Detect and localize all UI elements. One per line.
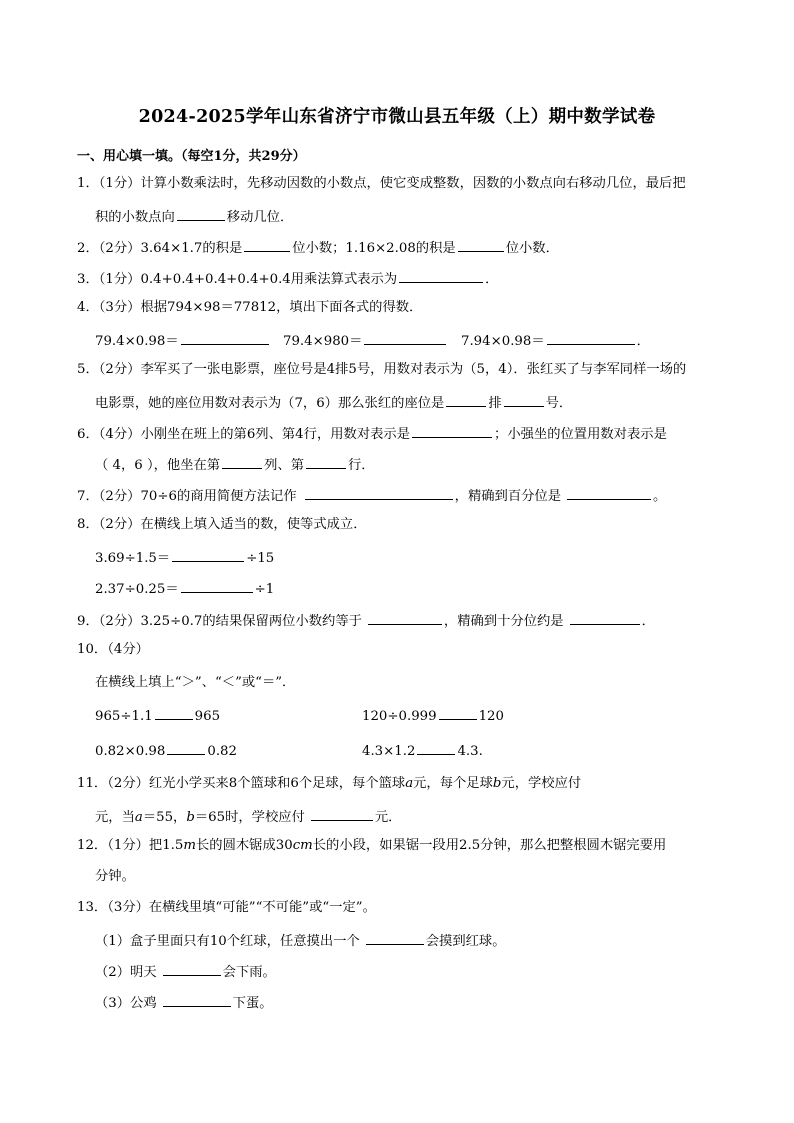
q10-d1-left: 0.82×0.98 bbox=[95, 744, 166, 759]
question-5-line-1: 5．（2分）李军买了一张电影票，座位号是4排5号，用数对表示为（5，4）．张红买了与李军同样一场的 bbox=[77, 362, 687, 377]
q11-text-b5: ＝65时，学校应付 bbox=[194, 810, 305, 825]
question-12-line-1 bbox=[77, 838, 666, 854]
q11-text-b: 元，当 bbox=[95, 810, 135, 825]
q10-d2-right: 4.3. bbox=[457, 744, 483, 759]
q2-text-c: 位小数． bbox=[505, 241, 559, 256]
q2-text-b: 位小数；1.16×2.08的积是 bbox=[292, 241, 456, 256]
q10-compare-1 bbox=[95, 706, 220, 725]
q10-compare-3 bbox=[95, 741, 237, 760]
q13-sub-3 bbox=[95, 993, 273, 1012]
question-6-line-2 bbox=[95, 455, 375, 474]
q4-expr-3-text: 7.94×0.98＝ bbox=[461, 334, 545, 349]
q10-instruction: 在横线上填上“＞”、“＜”或“＝”． bbox=[95, 675, 296, 690]
answer-blank[interactable] bbox=[412, 424, 492, 438]
q12-unit-cm: cm bbox=[292, 838, 313, 853]
q3-text-a: 3．（1分）0.4+0.4+0.4+0.4+0.4用乘法算式表示为 bbox=[77, 272, 398, 287]
q4-expr-3 bbox=[461, 331, 650, 350]
answer-blank[interactable] bbox=[244, 238, 290, 252]
q8-expr-1 bbox=[95, 548, 274, 567]
q10-c2-left: 120÷0.999 bbox=[362, 709, 437, 724]
answer-blank[interactable] bbox=[504, 393, 544, 407]
q1-text-c: 移动几位． bbox=[226, 210, 294, 225]
question-6-line-1 bbox=[77, 424, 667, 443]
q10-c1-left: 965÷1.1 bbox=[95, 709, 153, 724]
answer-blank[interactable] bbox=[399, 269, 483, 283]
q12-text-a2: 长的圆木锯成30 bbox=[195, 838, 293, 853]
question-1-line-1: 1．（1分）计算小数乘法时，先移动因数的小数点，使它变成整数，因数的小数点向右移动几位，最后把 bbox=[77, 176, 686, 191]
q9-text-a: 9．（2分）3.25÷0.7的结果保留两位小数约等于 bbox=[77, 614, 362, 629]
q6-text-b: （ 4，6 ），他坐在第 bbox=[95, 458, 221, 473]
answer-blank[interactable] bbox=[167, 741, 205, 755]
question-4: 4．（3分）根据794×98＝77812，填出下面各式的得数． bbox=[77, 300, 423, 315]
answer-blank[interactable] bbox=[163, 962, 221, 976]
q12-unit-m: m bbox=[183, 838, 196, 853]
answer-blank[interactable] bbox=[458, 238, 504, 252]
q11-text-b6: 元． bbox=[374, 810, 402, 825]
page-title: 2024-2025学年山东省济宁市微山县五年级（上）期中数学试卷 bbox=[138, 107, 656, 127]
q12-text-a: 12．（1分）把1.5 bbox=[77, 838, 184, 853]
question-9 bbox=[77, 611, 655, 630]
answer-blank[interactable] bbox=[172, 548, 244, 562]
q9-text-b: ，精确到十分位约是 bbox=[443, 614, 564, 629]
answer-blank[interactable] bbox=[368, 611, 442, 625]
answer-blank[interactable] bbox=[305, 486, 453, 500]
q7-text-c: 。 bbox=[653, 489, 667, 504]
q3-text-b: ． bbox=[485, 272, 499, 287]
answer-blank[interactable] bbox=[306, 455, 346, 469]
q13-s1-end: 会摸到红球。 bbox=[425, 934, 506, 949]
question-7 bbox=[77, 486, 666, 505]
q10-c1-right: 965 bbox=[194, 709, 221, 724]
answer-blank[interactable] bbox=[439, 706, 477, 720]
q4-expr-2-text: 79.4×980＝ bbox=[283, 334, 363, 349]
question-2 bbox=[77, 238, 559, 257]
q7-text-a: 7．（2分）70÷6的商用简便方法记作 bbox=[77, 489, 297, 504]
q6-text-a2: ；小强坐的位置用数对表示是 bbox=[494, 427, 667, 442]
q10-compare-2 bbox=[362, 706, 504, 725]
q2-text-a: 2．（2分）3.64×1.7的积是 bbox=[77, 241, 243, 256]
answer-blank[interactable] bbox=[364, 331, 446, 345]
q6-text-a: 6．（4分）小刚坐在班上的第6列、第4行，用数对表示是 bbox=[77, 427, 411, 442]
q11-text-a: 11．（2分）红光小学买来8个篮球和6个足球，每个篮球 bbox=[77, 776, 406, 791]
question-8: 8．（2分）在横线上填入适当的数，使等式成立． bbox=[77, 517, 367, 532]
answer-blank[interactable] bbox=[163, 993, 231, 1007]
q4-expr-1-text: 79.4×0.98＝ bbox=[95, 334, 179, 349]
answer-blank[interactable] bbox=[311, 807, 373, 821]
q4-expr-1 bbox=[95, 331, 271, 350]
q8-expr-2 bbox=[95, 579, 274, 598]
question-3 bbox=[77, 269, 498, 288]
question-10: 10．（4分） bbox=[77, 642, 149, 657]
q13-sub-2 bbox=[95, 962, 276, 981]
answer-blank[interactable] bbox=[417, 741, 455, 755]
q8-expr-2-right: ÷1 bbox=[254, 582, 275, 597]
answer-blank[interactable] bbox=[181, 579, 253, 593]
q13-s2-end: 会下雨。 bbox=[222, 965, 276, 980]
answer-blank[interactable] bbox=[155, 706, 193, 720]
question-1-line-2 bbox=[95, 207, 293, 226]
question-12-line-2: 分钟。 bbox=[95, 869, 135, 884]
q11-text-a2: 元，每个足球 bbox=[413, 776, 493, 791]
q6-text-d: 行． bbox=[348, 458, 375, 473]
q5-text-c: 排 bbox=[488, 396, 502, 411]
answer-blank[interactable] bbox=[222, 455, 262, 469]
q10-d2-left: 4.3×1.2 bbox=[362, 744, 416, 759]
q12-text-a3: 长的小段，如果锯一段用2.5分钟，那么把整根圆木锯完要用 bbox=[312, 838, 667, 853]
question-5-line-2 bbox=[95, 393, 572, 412]
q13-sub-1 bbox=[95, 931, 506, 950]
q4-expr-2 bbox=[283, 331, 448, 350]
q10-c2-right: 120 bbox=[478, 709, 504, 724]
q11-var-b2: b bbox=[186, 810, 195, 825]
q8-expr-1-right: ÷15 bbox=[246, 551, 275, 566]
q11-var-a2: a bbox=[134, 810, 143, 825]
q11-var-a: a bbox=[405, 776, 414, 791]
q11-var-b: b bbox=[492, 776, 502, 791]
q13-s2-text: （2）明天 bbox=[95, 965, 157, 980]
answer-blank[interactable] bbox=[446, 393, 486, 407]
q6-text-c: 列、第 bbox=[264, 458, 304, 473]
question-13: 13．（3分）在横线里填“可能”“不可能”或“一定”。 bbox=[77, 900, 376, 915]
q11-text-a3: 元，学校应付 bbox=[501, 776, 582, 791]
answer-blank[interactable] bbox=[177, 207, 225, 221]
q13-s1-text: （1）盒子里面只有10个红球，任意摸出一个 bbox=[95, 934, 360, 949]
q8-expr-1-text: 3.69÷1.5＝ bbox=[95, 551, 171, 566]
q10-compare-4 bbox=[362, 741, 483, 760]
q1-text-b: 积的小数点向 bbox=[95, 210, 175, 225]
section-heading: 一、用心填一填。（每空1分，共29分） bbox=[77, 149, 306, 164]
answer-blank[interactable] bbox=[567, 486, 651, 500]
answer-blank[interactable] bbox=[181, 331, 269, 345]
answer-blank[interactable] bbox=[366, 931, 424, 945]
answer-blank[interactable] bbox=[570, 611, 640, 625]
q4-end: ． bbox=[636, 334, 650, 349]
q5-text-b: 电影票，她的座位用数对表示为（7，6）那么张红的座位是 bbox=[95, 396, 445, 411]
q5-text-d: 号． bbox=[545, 396, 573, 411]
answer-blank[interactable] bbox=[547, 331, 635, 345]
q9-text-c: ． bbox=[641, 614, 655, 629]
question-11-line-1 bbox=[77, 776, 581, 792]
q8-expr-2-text: 2.37÷0.25＝ bbox=[95, 582, 179, 597]
q10-d1-right: 0.82 bbox=[207, 744, 237, 759]
question-11-line-2 bbox=[95, 807, 401, 826]
q13-s3-end: 下蛋。 bbox=[232, 996, 273, 1011]
q13-s3-text: （3）公鸡 bbox=[95, 996, 157, 1011]
q7-text-b: ，精确到百分位是 bbox=[454, 489, 562, 504]
q11-text-b3: ＝55， bbox=[142, 810, 187, 825]
